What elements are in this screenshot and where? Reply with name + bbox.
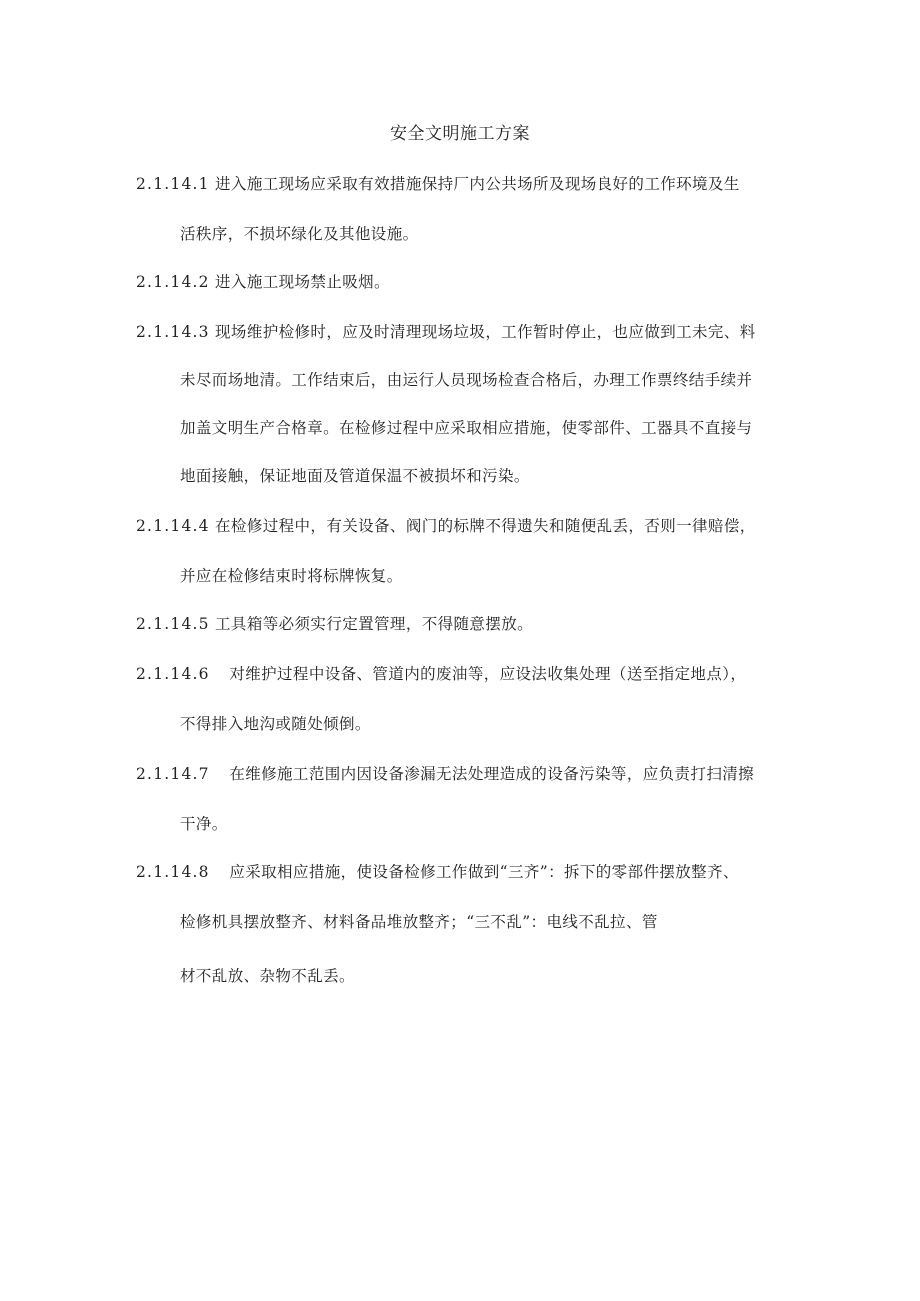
- clause-text-continued: 加盖文明生产合格章。在检修过程中应采取相应措施，使零部件、工器具不直接与: [180, 419, 753, 437]
- clause-text-continued: 检修机具摆放整齐、材料备品堆放整齐；“三不乱”：电线不乱拉、管: [180, 913, 658, 931]
- clause-text-continued: 材不乱放、杂物不乱丢。: [180, 967, 355, 985]
- clause-number: 2.1.14.7: [136, 765, 210, 783]
- clause-number: 2.1.14.2: [136, 273, 210, 291]
- clause-2-1-14-7: [136, 762, 754, 786]
- clause-number: 2.1.14.5: [136, 615, 210, 633]
- clause-text: 现场维护检修时，应及时清理现场垃圾，工作暂时停止，也应做到工未完、料: [215, 323, 756, 341]
- clause-text-continued: 并应在检修结束时将标牌恢复。: [180, 567, 403, 585]
- document-title: 安全文明施工方案: [390, 124, 530, 144]
- clause-text: 在检修过程中，有关设备、阀门的标牌不得遗失和随便乱丢，否则一律赔偿，: [215, 517, 756, 535]
- clause-2-1-14-5: [136, 612, 533, 636]
- clause-2-1-14-6: [136, 662, 746, 686]
- clause-text-continued: 活秩序，不损坏绿化及其他设施。: [180, 225, 419, 243]
- clause-2-1-14-8: [136, 860, 739, 884]
- clause-text-continued: 不得排入地沟或随处倾倒。: [180, 715, 371, 733]
- clause-text: 工具箱等必须实行定置管理，不得随意摆放。: [215, 615, 534, 633]
- clause-number: 2.1.14.6: [136, 665, 210, 683]
- clause-number: 2.1.14.4: [136, 517, 210, 535]
- clause-text: 进入施工现场禁止吸烟。: [215, 273, 390, 291]
- clause-text-continued: 地面接触，保证地面及管道保温不被损坏和污染。: [180, 467, 530, 485]
- clause-text: 在维修施工范围内因设备渗漏无法处理造成的设备污染等，应负责打扫清擦: [229, 765, 755, 783]
- clause-2-1-14-3: [136, 320, 756, 344]
- clause-text: 应采取相应措施，使设备检修工作做到“三齐”：拆下的零部件摆放整齐、: [229, 863, 739, 881]
- clause-text: 对维护过程中设备、管道内的废油等，应设法收集处理（送至指定地点），: [229, 665, 747, 683]
- clause-text: 进入施工现场应采取有效措施保持厂内公共场所及现场良好的工作环境及生: [215, 175, 740, 193]
- clause-number: 2.1.14.3: [136, 323, 210, 341]
- clause-number: 2.1.14.1: [136, 175, 210, 193]
- clause-2-1-14-1: [136, 172, 740, 196]
- clause-2-1-14-4: [136, 514, 756, 538]
- clause-2-1-14-2: [136, 270, 390, 294]
- clause-text-continued: 干净。: [180, 815, 228, 833]
- clause-text-continued: 未尽而场地清。工作结束后，由运行人员现场检查合格后，办理工作票终结手续并: [180, 371, 753, 389]
- clause-number: 2.1.14.8: [136, 863, 210, 881]
